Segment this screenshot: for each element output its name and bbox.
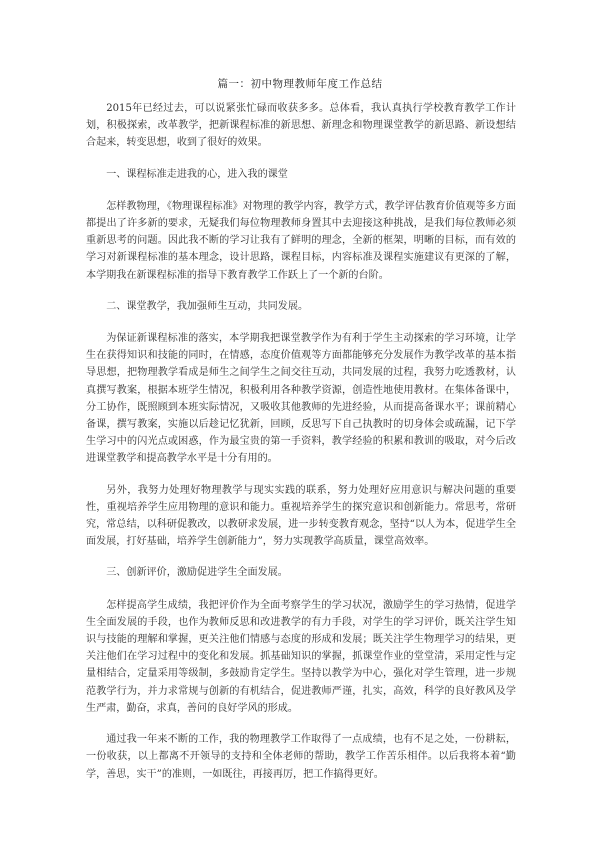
paragraph-conclusion: 通过我一年来不断的工作，我的物理教学工作取得了一点成绩，也有不足之处，一份耕耘，一份收获，以上都离不开领导的支持和全体老师的帮助，教学工作苦乐相伴。以后我将本着“勤学，善思，实干”的准则，一如既往，再接再厉，把工作搞得更好。 bbox=[86, 734, 516, 780]
section-heading-3: 三、创新评价，激励促进学生全面发展。 bbox=[106, 567, 288, 579]
paragraph-intro: 2015年已经过去，可以说紧张忙碌而收获多多。总体看，我认真执行学校教育教学工作计划，积极探索，改革教学，把新课程标准的新思想、新理念和物理课堂教学的新思路、新设想结合起来，转变思想，收到了很好的效果。 bbox=[86, 103, 516, 149]
paragraph-section-3: 怎样提高学生成绩，我把评价作为全面考察学生的学习状况，激励学生的学习热情，促进学生全面发展的手段，也作为教师反思和改进教学的有力手段，对学生的学习评价，既关注学生知识与技能的理解和掌握，更关注他们情感与态度的形成和发展；既关注学生物理学习的结果，更关注他们在学习过程中的变化和发展。抓基础知识的掌握，抓课堂作业的堂堂清，采用定性与定量相结合，定量采用等级制，多鼓励肯定学生。坚持以教学为中心，强化对学生管理，进一步规范教学行为，并力求常规与创新的有机结合，促进教师严谨，扎实，高效，科学的良好教风及学生严肃，勤奋，求真，善问的良好学风的形成。 bbox=[86, 599, 516, 714]
paragraph-section-1: 怎样教物理，《物理课程标准》对物理的教学内容，教学方式，教学评估教育价值观等多方面都提出了许多新的要求，无疑我们每位物理教师身置其中去迎接这种挑战，是我们每位教师必须重新思考的问题。因此我不断的学习让我有了鲜明的理念，全新的框架，明晰的目标，而有效的学习对新课程标准的基本理念，设计思路，课程目标，内容标准及课程实施建议有更深的了解，本学期我在新课程标准的指导下教育教学工作跃上了一个新的台阶。 bbox=[86, 200, 516, 281]
section-heading-1: 一、课程标准走进我的心，进入我的课堂 bbox=[106, 168, 288, 180]
document-body bbox=[86, 100, 516, 783]
document-title: 篇一：初中物理教师年度工作总结 bbox=[217, 78, 383, 90]
paragraph-section-2a: 为保证新课程标准的落实，本学期我把课堂教学作为有利于学生主动探索的学习环境，让学生在获得知识和技能的同时，在情感，态度价值观等方面都能够充分发展作为教学改革的基本指导思想，把物理教学看成是师生之间学生之间交往互动，共同发展的过程，我努力吃透教材，认真撰写教案，根据本班学生情况，积极利用各种教学资源，创造性地使用教材。在集体备课中，分工协作，既照顾到本班实际情况，又吸收其他教师的先进经验，从而提高备课水平；课前精心备课，撰写教案，实施以后趁记忆犹新，回顾，反思写下自己执教时的切身体会或疏漏，记下学生学习中的闪光点或困惑，作为最宝贵的第一手资料，教学经验的积累和教训的吸取，对今后改进课堂教学和提高教学水平是十分有用的。 bbox=[86, 333, 516, 465]
paragraph-section-2b: 另外，我努力处理好物理教学与现实实践的联系，努力处理好应用意识与解决问题的重要性，重视培养学生应用物理的意识和能力。重视培养学生的探究意识和创新能力。常思考，常研究，常总结，以科研促教改，以教研求发展，进一步转变教育观念，坚持“以人为本，促进学生全面发展，打好基础，培养学生创新能力”，努力实现教学高质量，课堂高效率。 bbox=[86, 484, 516, 548]
section-heading-2: 二、课堂教学，我加强师生互动，共同发展。 bbox=[106, 300, 309, 312]
